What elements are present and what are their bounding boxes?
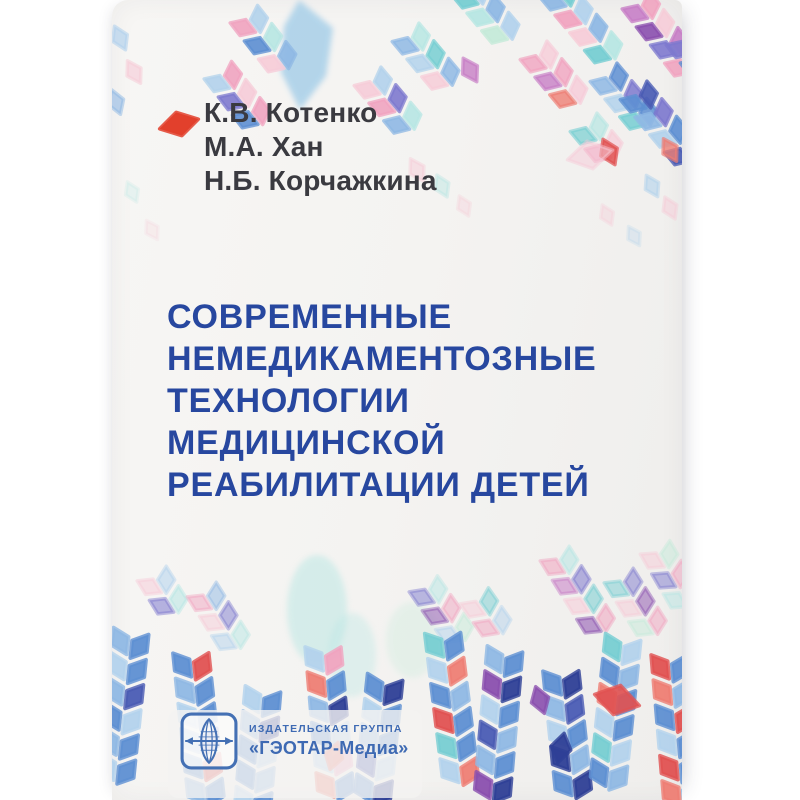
title-line: НЕМЕДИКАМЕНТОЗНЫЕ (167, 340, 597, 378)
book-title (167, 296, 597, 506)
publisher-group-line: ИЗДАТЕЛЬСКАЯ ГРУППА (249, 723, 403, 735)
author-line: Н.Б. Корчажкина (204, 165, 437, 196)
publisher-name-line: «ГЭОТАР-Медиа» (249, 738, 409, 758)
publisher-block (180, 712, 409, 770)
geotar-logo-icon (180, 712, 238, 770)
book-cover (112, 0, 682, 800)
title-line: СОВРЕМЕННЫЕ (167, 298, 452, 336)
author-line: М.А. Хан (204, 131, 324, 162)
title-line: РЕАБИЛИТАЦИИ ДЕТЕЙ (167, 466, 590, 504)
title-line: ТЕХНОЛОГИИ (167, 382, 410, 420)
authors-block (204, 96, 437, 198)
publisher-text (249, 723, 409, 759)
title-line: МЕДИЦИНСКОЙ (167, 424, 446, 462)
author-line: К.В. Котенко (204, 97, 378, 128)
